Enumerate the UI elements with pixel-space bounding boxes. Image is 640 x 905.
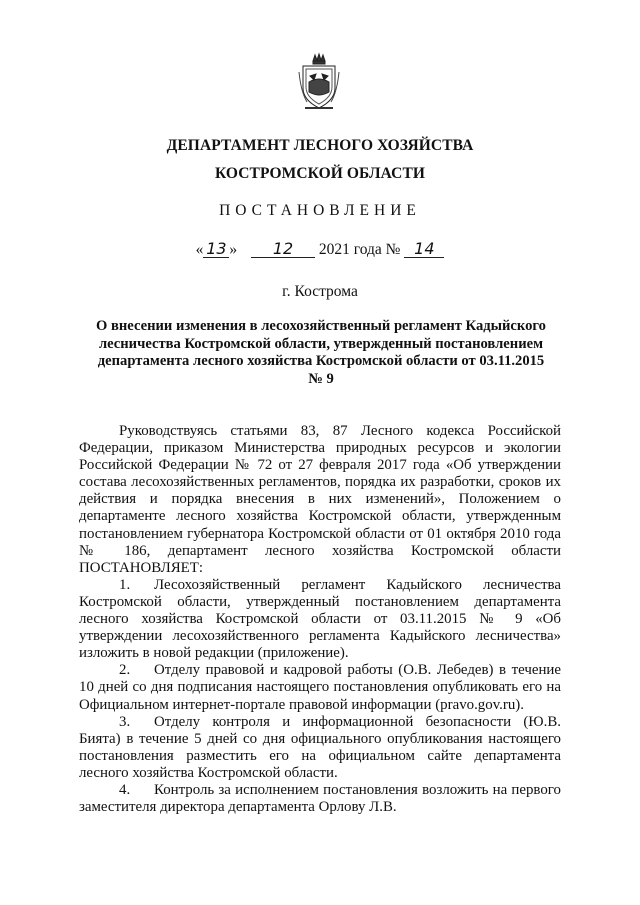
document-number: 14 (404, 240, 444, 258)
document-title: О внесении изменения в лесохозяйственный регламент Кадыйского лесничества Костромской области, утвержденный постановлением департамента лесного хозяйства Костромской области от 03.11.2015 № 9 (96, 318, 546, 387)
list-item (79, 577, 561, 662)
preamble: Руководствуясь статьями 83, 87 Лесного кодекса Российской Федерации, приказом Министерства природных ресурсов и экологии Российской Федерации № 72 от 27 февраля 2017 года «Об утверждении состава лесохозяйственных регламентов, порядка их разработки, сроков их действия и порядка внесения в них изменений», Положением о департаменте лесного хозяйства Костромской области, утвержденным постановлением губернатора Костромской области от 01 октября 2010 года № 186, департамент лесного хозяйства Костромской области ПОСТАНОВЛЯЕТ: (79, 423, 561, 576)
item-number: 3. (119, 713, 131, 730)
item-number: 1. (119, 576, 131, 593)
item-text: Лесохозяйственный регламент Кадыйского лесничества Костромской области, утвержденный постановлением департамента лесного хозяйства Костромской области от 03.11.2015 № 9 «Об утверждении лесохозяйственного регламента Кадыйского лесничества» изложить в новой редакции (приложение). (79, 576, 561, 662)
item-text: Отделу контроля и информационной безопасности (Ю.В. Бията) в течение 5 дней со дня официального опубликования настоящего постановления разместить его на официальном сайте департамента лесного хозяйства Костромской области. (79, 713, 561, 781)
date-month: 12 (251, 240, 315, 258)
item-number: 2. (119, 662, 131, 679)
date-day: 13 (203, 240, 229, 258)
list-item (79, 662, 561, 713)
document-type: ПОСТАНОВЛЕНИЕ (219, 202, 421, 219)
list-item (79, 782, 561, 816)
coat-of-arms-emblem (297, 52, 341, 112)
item-text: Отделу правовой и кадровой работы (О.В. Лебедев) в течение 10 дней со дня подписания настоящего постановления опубликовать его на Официальном интернет-портале правовой информации (pravo.gov.ru). (79, 662, 561, 713)
city: г. Кострома (282, 283, 358, 300)
item-number: 4. (119, 781, 131, 798)
date-year-text: 2021 года № (318, 241, 401, 258)
date-open-quote: « (195, 241, 204, 258)
date-close-quote: » (229, 241, 238, 258)
date-line (0, 240, 640, 259)
item-text: Контроль за исполнением постановления возложить на первого заместителя директора департамента Орлову Л.В. (79, 781, 561, 816)
organization-name-line2: КОСТРОМСКОЙ ОБЛАСТИ (214, 165, 426, 182)
organization-name-line1: ДЕПАРТАМЕНТ ЛЕСНОГО ХОЗЯЙСТВА (166, 137, 474, 154)
document-body (79, 423, 561, 816)
list-item (79, 714, 561, 782)
